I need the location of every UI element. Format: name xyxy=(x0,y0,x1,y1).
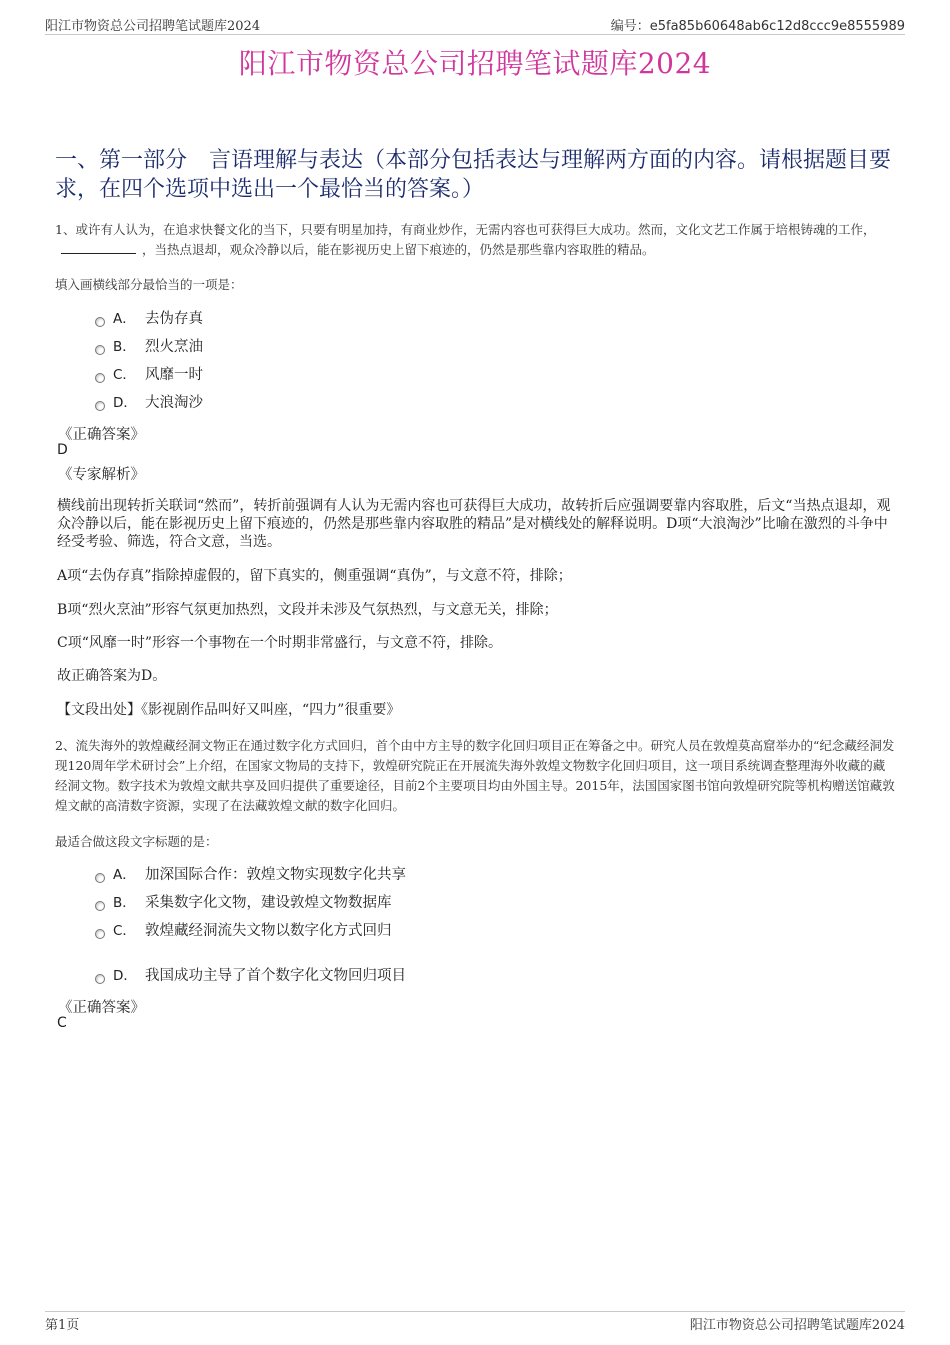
footer-page-number: 第1页 xyxy=(45,1318,80,1333)
question-1-answer: D xyxy=(57,442,68,458)
option-text: 去伪存真 xyxy=(145,311,203,327)
option-text: 敦煌藏经洞流失文物以数字化方式回归 xyxy=(145,923,392,939)
question-1-prompt: 填入画横线部分最恰当的一项是： xyxy=(55,277,243,292)
option-letter: D． xyxy=(113,395,137,411)
header-divider xyxy=(45,34,905,35)
option-text: 加深国际合作：敦煌文物实现数字化共享 xyxy=(145,867,406,883)
radio-icon[interactable] xyxy=(95,345,105,355)
analysis-conclusion: 故正确答案为D。 xyxy=(57,668,167,684)
section-heading: 一、第一部分 言语理解与表达（本部分包括表达与理解两方面的内容。请根据题目要求，在四个选项中选出一个最恰当的答案。） xyxy=(55,148,892,202)
option-text: 大浪淘沙 xyxy=(145,395,203,411)
analysis-paragraph: B项“烈火烹油”形容气氛更加热烈，文段并未涉及气氛热烈，与文意无关，排除； xyxy=(57,602,558,618)
page-title: 阳江市物资总公司招聘笔试题库2024 xyxy=(238,47,712,80)
question-1-text-after: ，当热点退却，观众冷静以后，能在影视历史上留下痕迹的，仍然是那些靠内容取胜的精品。 xyxy=(142,242,655,257)
question-1-answer-label: 《正确答案》 xyxy=(58,427,145,443)
option-letter: C． xyxy=(113,367,136,383)
question-1-option-a[interactable] xyxy=(95,309,203,329)
question-1-text-before: 1、或许有人认为，在追求快餐文化的当下，只要有明星加持，有商业炒作，无需内容也可获得巨大成功。然而，文化文艺工作属于培根铸魂的工作， xyxy=(55,222,876,237)
analysis-paragraph: 横线前出现转折关联词“然而”，转折前强调有人认为无需内容也可获得巨大成功，故转折后应强调要靠内容取胜，后文“当热点退却，观众冷静以后，能在影视历史上留下痕迹的，仍然是那些靠内容取胜的精品”是对横线处的解释说明。D项“大浪淘沙”比喻在激烈的斗争中经受考验、筛选，符合文意，当选。 xyxy=(57,498,891,550)
header-doc-number: 编号：e5fa85b60648ab6c12d8ccc9e8555989 xyxy=(610,19,905,34)
option-letter: B． xyxy=(113,895,136,911)
option-text: 风靡一时 xyxy=(145,367,203,383)
question-2-option-a[interactable] xyxy=(95,865,406,885)
question-2-answer: C xyxy=(57,1015,67,1031)
question-1-blank xyxy=(61,241,136,254)
question-2-option-d[interactable] xyxy=(95,966,406,986)
option-letter: A． xyxy=(113,867,136,883)
question-1-option-d[interactable] xyxy=(95,393,203,413)
question-2-option-c[interactable] xyxy=(95,921,392,941)
footer-divider xyxy=(45,1311,905,1312)
radio-icon[interactable] xyxy=(95,901,105,911)
radio-icon[interactable] xyxy=(95,974,105,984)
radio-icon[interactable] xyxy=(95,401,105,411)
question-2-answer-label: 《正确答案》 xyxy=(58,1000,145,1016)
question-1-option-b[interactable] xyxy=(95,337,203,357)
radio-icon[interactable] xyxy=(95,317,105,327)
option-text: 采集数字化文物，建设敦煌文物数据库 xyxy=(145,895,392,911)
radio-icon[interactable] xyxy=(95,929,105,939)
option-text: 我国成功主导了首个数字化文物回归项目 xyxy=(145,968,406,984)
question-1-option-c[interactable] xyxy=(95,365,203,385)
option-letter: D． xyxy=(113,968,137,984)
analysis-source: 【文段出处】《影视剧作品叫好又叫座，“四力”很重要》 xyxy=(57,702,401,718)
option-text: 烈火烹油 xyxy=(145,339,203,355)
option-letter: C． xyxy=(113,923,136,939)
question-1-text xyxy=(55,220,895,260)
question-2-prompt: 最适合做这段文字标题的是： xyxy=(55,834,218,849)
option-letter: A． xyxy=(113,311,136,327)
footer-doc-title: 阳江市物资总公司招聘笔试题库2024 xyxy=(689,1318,905,1333)
question-1-analysis-label: 《专家解析》 xyxy=(58,467,145,483)
question-2-option-b[interactable] xyxy=(95,893,392,913)
question-2-text: 2、流失海外的敦煌藏经洞文物正在通过数字化方式回归，首个由中方主导的数字化回归项目正在筹备之中。研究人员在敦煌莫高窟举办的“纪念藏经洞发现120周年学术研讨会”上介绍，在国家文物局的支持下，敦煌研究院正在开展流失海外敦煌文物数字化回归项目，这一项目系统调查整理海外收藏的藏经洞文物。数字技术为敦煌文献共享及回归提供了重要途径，目前2个主要项目均由外国主导。2015年，法国国家图书馆向敦煌研究院等机构赠送馆藏敦煌文献的高清数字资源，实现了在法藏敦煌文献的数字化回归。 xyxy=(55,738,895,813)
analysis-paragraph: C项“风靡一时”形容一个事物在一个时期非常盛行，与文意不符，排除。 xyxy=(57,635,503,651)
radio-icon[interactable] xyxy=(95,873,105,883)
analysis-paragraph: A项“去伪存真”指除掉虚假的，留下真实的，侧重强调“真伪”，与文意不符，排除； xyxy=(57,568,572,584)
header-doc-title: 阳江市物资总公司招聘笔试题库2024 xyxy=(45,19,261,34)
option-letter: B． xyxy=(113,339,136,355)
radio-icon[interactable] xyxy=(95,373,105,383)
